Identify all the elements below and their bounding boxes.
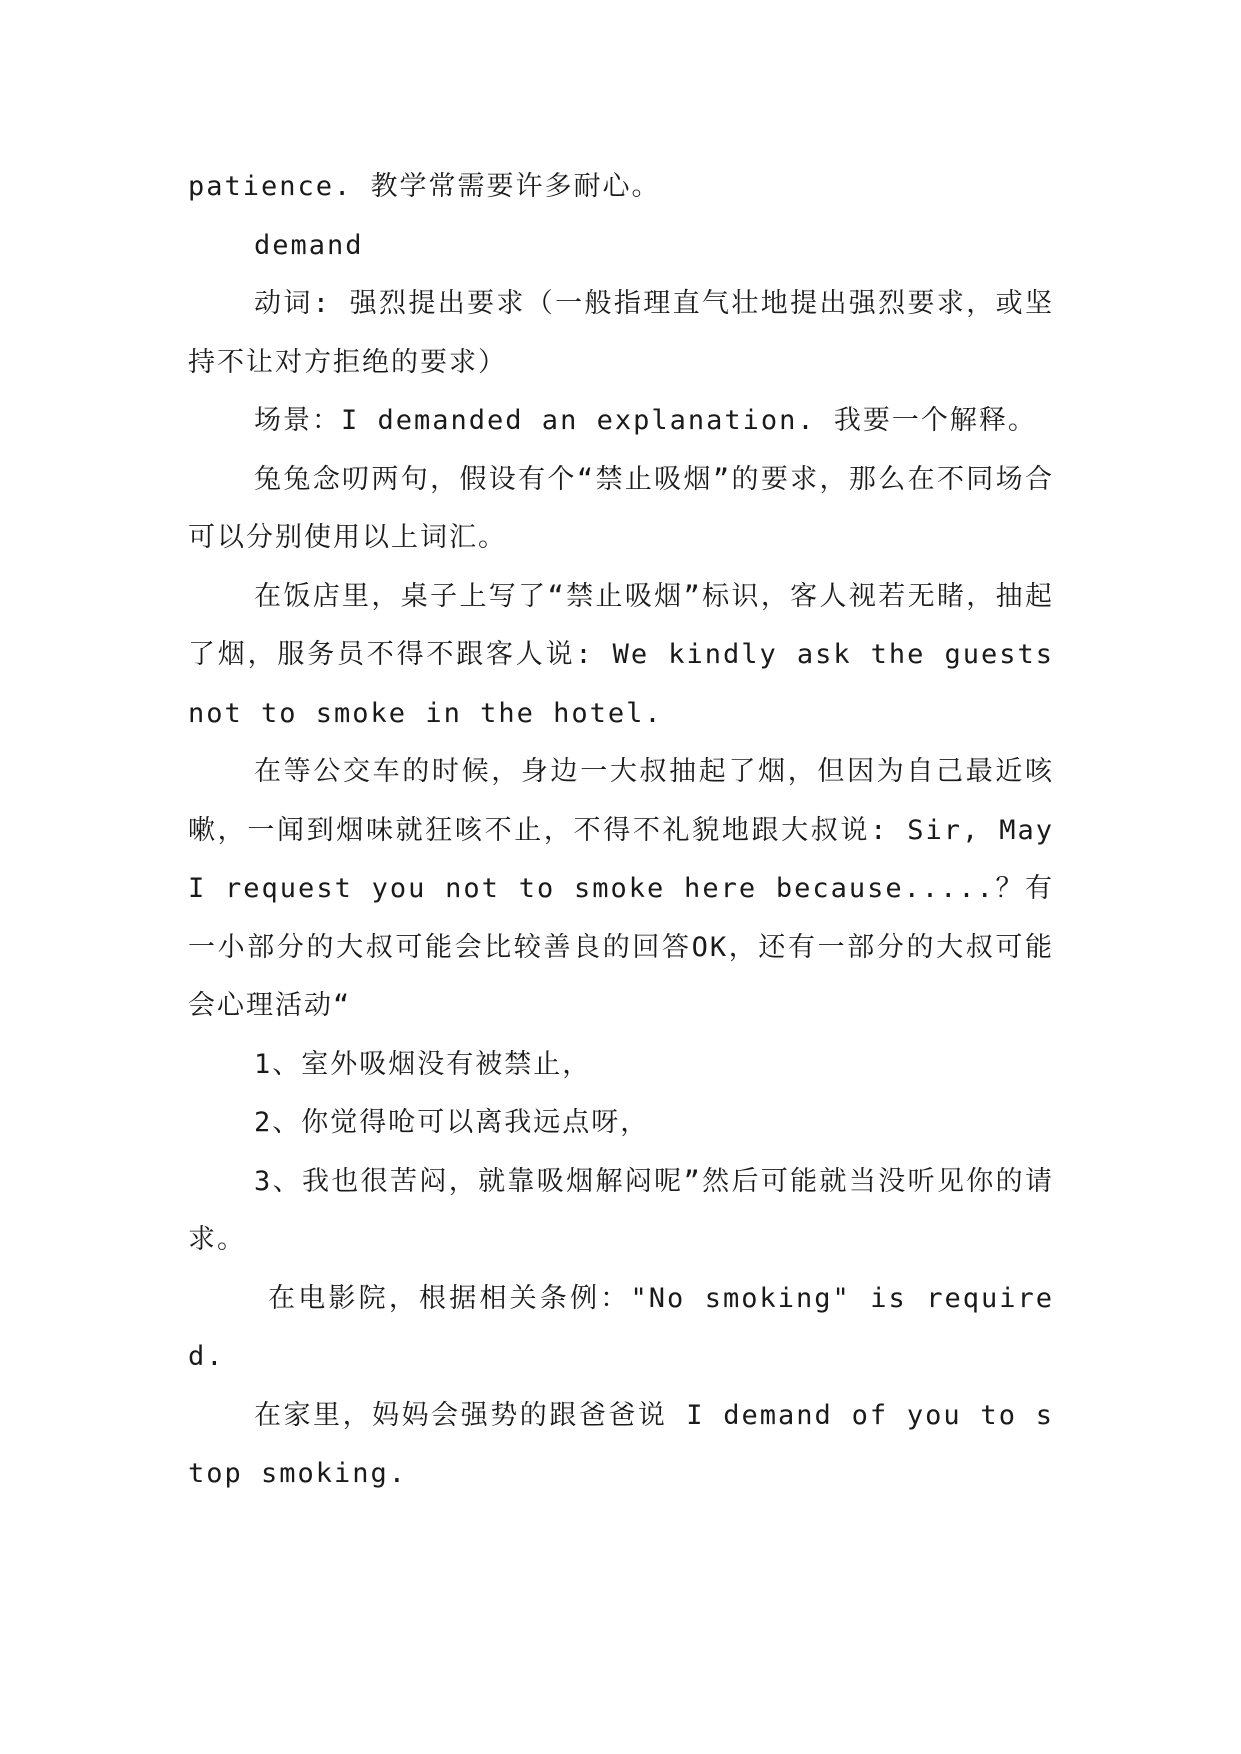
- paragraph-home: 在家里，妈妈会强势的跟爸爸说 I demand of you to stop smoking.: [188, 1399, 1054, 1489]
- paragraph-demand-verb: 动词: 强烈提出要求（一般指理直气壮地提出强烈要求，或坚持不让对方拒绝的要求）: [188, 288, 1054, 378]
- paragraph-demand-word: demand: [254, 229, 364, 261]
- paragraph-restaurant: 在饭店里，桌子上写了“禁止吸烟”标识，客人视若无睹，抽起了烟，服务员不得不跟客人说: We kindly ask the guests not to smoke in the hotel.: [188, 580, 1054, 729]
- paragraph-patience: patience. 教学常需要许多耐心。: [188, 171, 661, 202]
- list-item-2: 2、你觉得呛可以离我远点呀，: [254, 1107, 650, 1138]
- document-body: [188, 158, 1054, 1504]
- paragraph-demand-scene: 场景：I demanded an explanation. 我要一个解释。: [254, 405, 1037, 436]
- paragraph-cinema: 在电影院，根据相关条例："No smoking" is required.: [188, 1282, 1054, 1372]
- paragraph-intro: 兔兔念叨两句，假设有个“禁止吸烟”的要求，那么在不同场合可以分别使用以上词汇。: [188, 463, 1054, 553]
- paragraph-bus: 在等公交车的时候，身边一大叔抽起了烟，但因为自己最近咳嗽，一闻到烟味就狂咳不止，不得不礼貌地跟大叔说: Sir, May I request you not to smoke here because.....？有一小部分的大叔可能会比较善良的回答OK，还有一部分的大叔可能会心理活动“: [188, 756, 1054, 1021]
- list-item-1: 1、室外吸烟没有被禁止，: [254, 1048, 592, 1080]
- list-item-3: 3、我也很苦闷，就靠吸烟解闷呢”然后可能就当没听见你的请求。: [188, 1165, 1054, 1255]
